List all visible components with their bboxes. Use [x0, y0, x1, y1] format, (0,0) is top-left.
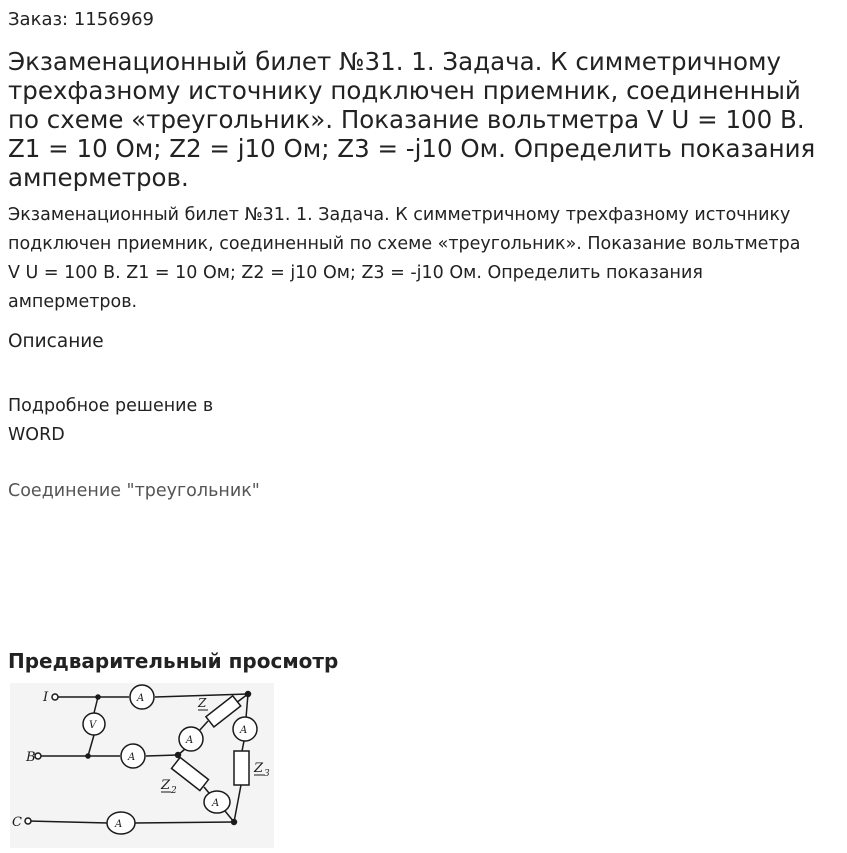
preview-image — [10, 683, 274, 848]
page-title: Экзаменационный билет №31. 1. Задача. К симметричному трехфазному источнику подключен приемник, соединенный по схеме «треугольник». Показание вольтметра V U = 100 В. Z1 = 10 Ом; Z2 = j10 Ом; Z3 = -j10 Ом. Определить показания амперметров. — [8, 47, 816, 192]
terminal-c — [25, 818, 31, 824]
line-b-2 — [146, 755, 178, 756]
ammeter-bc-label: A — [212, 798, 220, 809]
phase-b-label: B — [26, 750, 36, 765]
node-a-voltmeter — [96, 695, 100, 699]
image-caption: Соединение "треугольник" — [8, 481, 260, 501]
voltmeter-wire-bottom — [88, 735, 94, 756]
task-description: Экзаменационный билет №31. 1. Задача. К симметричному трехфазному источнику подключен приемник, соединенный по схеме «треугольник». Показание вольтметра V U = 100 В. Z1 = 10 Ом; Z2 = j10 Ом; Z3 = -j10 Ом. Определить показания амперметров. — [8, 205, 801, 312]
branch-bc-wire-3 — [225, 811, 234, 822]
branch-ac-wire-1 — [246, 694, 248, 718]
phase-c-label: C — [12, 815, 22, 830]
branch-ac-wire-3 — [234, 785, 241, 822]
ammeter-a-label: A — [137, 693, 145, 704]
impedance-bc — [172, 757, 209, 790]
circuit-diagram — [10, 683, 274, 848]
phase-a-label: I — [43, 690, 49, 705]
terminal-a — [52, 694, 58, 700]
ammeter-ca-label: A — [240, 725, 248, 736]
node-b-voltmeter — [86, 754, 90, 758]
line-c-2 — [134, 822, 234, 823]
preview-heading: Предварительный просмотр — [8, 649, 339, 673]
branch-ac-wire-2 — [242, 741, 244, 751]
branch-ab-wire-2 — [199, 721, 208, 731]
ammeter-c-label: A — [115, 819, 123, 830]
order-number: Заказ: 1156969 — [8, 9, 154, 30]
solution-note: Подробное решение в WORD — [8, 396, 214, 445]
ammeter-b-label: A — [128, 752, 136, 763]
impedance-ca-label: Z — [254, 761, 264, 776]
branch-bc-wire-2 — [204, 787, 209, 793]
ammeter-ab-label: A — [186, 735, 194, 746]
voltmeter-label: V — [89, 720, 97, 731]
impedance-bc-label: Z — [161, 778, 171, 793]
impedance-ca — [234, 751, 249, 785]
impedance-ab-label: Z — [198, 696, 207, 710]
description-heading: Описание — [8, 331, 104, 352]
impedance-ca-index: 3 — [264, 769, 270, 779]
impedance-bc-index: 2 — [171, 786, 177, 796]
terminal-b — [35, 753, 41, 759]
line-c — [28, 821, 108, 823]
